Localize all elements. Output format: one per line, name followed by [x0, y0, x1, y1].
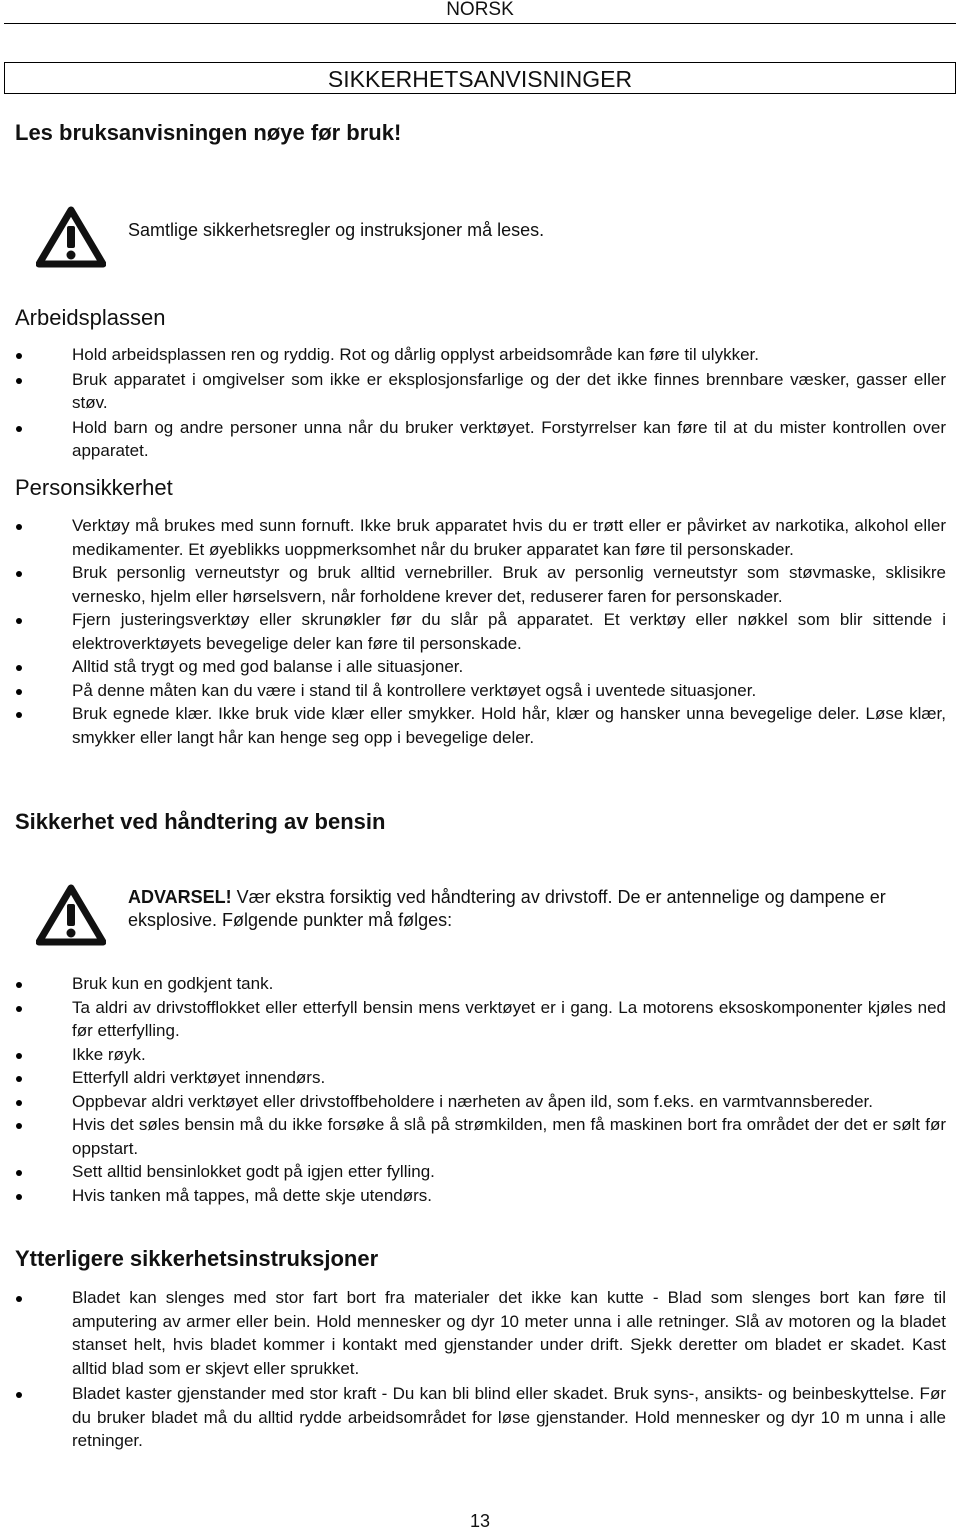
bullet-icon: [16, 982, 22, 988]
bullet-icon: [16, 571, 22, 577]
warning-triangle-icon: [36, 206, 106, 268]
list-item: Bruk egnede klær. Ikke bruk vide klær eller smykker. Hold hår, klær og hansker unna bevegelige deler. Løse klær, smykker eller langt hår kan henge seg opp i bevegelige deler.: [0, 702, 960, 749]
page-title: SIKKERHETSANVISNINGER: [327, 66, 633, 92]
bullet-icon: [16, 378, 22, 384]
list-item: Hold arbeidsplassen ren og ryddig. Rot og dårlig opplyst arbeidsområde kan føre til ulykker.: [0, 343, 960, 367]
arbeidsplassen-list: [0, 343, 960, 463]
list-item: Bruk kun en godkjent tank.: [0, 972, 960, 996]
bullet-icon: [16, 1100, 22, 1106]
list-item: Hvis det søles bensin må du ikke forsøke å slå på strømkilden, men få maskinen bort fra området der det er sølt før oppstart.: [0, 1113, 960, 1160]
bullet-icon: [16, 1296, 22, 1302]
list-item: Sett alltid bensinlokket godt på igjen etter fylling.: [0, 1160, 960, 1184]
list-item: Hvis tanken må tappes, må dette skje utendørs.: [0, 1184, 960, 1208]
section-heading-personsikkerhet: Personsikkerhet: [15, 475, 173, 500]
fuel-warning-text: ADVARSEL! Vær ekstra forsiktig ved håndtering av drivstoff. De er antennelige og dampene er eksplosive. Følgende punkter må følges:: [128, 887, 886, 930]
page-number: 13: [469, 1511, 491, 1531]
bullet-icon: [16, 1170, 22, 1176]
bullet-icon: [16, 353, 22, 359]
bullet-icon: [16, 1123, 22, 1129]
list-item: Fjern justeringsverktøy eller skrunøkler før du slår på apparatet. Et verktøy eller nøkkel som blir sittende i elektroverktøyets bevegelige deler kan føre til personskade.: [0, 608, 960, 655]
list-item: Ta aldri av drivstofflokket eller etterfyll bensin mens verktøyet er i gang. La motorens eksoskomponenter kjøles ned før etterfylling.: [0, 996, 960, 1043]
section-heading-bensin: Sikkerhet ved håndtering av bensin: [15, 809, 386, 834]
bensin-list: [0, 972, 960, 1207]
intro-warning-text: Samtlige sikkerhetsregler og instruksjoner må leses.: [128, 220, 545, 240]
list-item: Alltid stå trygt og med god balanse i alle situasjoner.: [0, 655, 960, 679]
intro-heading: Les bruksanvisningen nøye før bruk!: [15, 120, 402, 145]
section-heading-ytterligere: Ytterligere sikkerhetsinstruksjoner: [15, 1246, 379, 1271]
bullet-icon: [16, 1076, 22, 1082]
bullet-icon: [16, 426, 22, 432]
section-heading-arbeidsplassen: Arbeidsplassen: [15, 305, 166, 330]
bullet-icon: [16, 665, 22, 671]
list-item: Hold barn og andre personer unna når du bruker verktøyet. Forstyrrelser kan føre til at du mister kontrollen over apparatet.: [0, 416, 960, 463]
list-item: Etterfyll aldri verktøyet innendørs.: [0, 1066, 960, 1090]
bullet-icon: [16, 618, 22, 624]
list-item: Bruk personlig verneutstyr og bruk alltid vernebriller. Bruk av personlig verneutstyr som støvmaske, sklisikre vernesko, hjelm eller hørselsvern, når forholdene krever det, reduserer faren for personskader.: [0, 561, 960, 608]
list-item: På denne måten kan du være i stand til å kontrollere verktøyet også i uventede situasjoner.: [0, 679, 960, 703]
bullet-icon: [16, 1006, 22, 1012]
bullet-icon: [16, 1392, 22, 1398]
bullet-icon: [16, 712, 22, 718]
fuel-warning-label: ADVARSEL!: [128, 887, 232, 907]
list-item: Verktøy må brukes med sunn fornuft. Ikke bruk apparatet hvis du er trøtt eller er påvirket av narkotika, alkohol eller medikamenter. Et øyeblikks uoppmerksomhet når du bruker apparatet kan føre til personskader.: [0, 514, 960, 561]
bullet-icon: [16, 1194, 22, 1200]
bullet-icon: [16, 524, 22, 530]
header-rule: [4, 23, 956, 24]
bullet-icon: [16, 1053, 22, 1059]
ytterligere-list: [0, 1286, 960, 1453]
list-item: Bruk apparatet i omgivelser som ikke er eksplosjonsfarlige og der det ikke finnes brennbare væsker, gasser eller støv.: [0, 368, 960, 415]
bullet-icon: [16, 689, 22, 695]
language-label: NORSK: [446, 0, 514, 20]
personsikkerhet-list: [0, 514, 960, 749]
list-item: Oppbevar aldri verktøyet eller drivstoffbeholdere i nærheten av åpen ild, som f.eks. en varmtvannsbereder.: [0, 1090, 960, 1114]
list-item: Bladet kan slenges med stor fart bort fra materialer det ikke kan kutte - Blad som slenges bort kan føre til amputering av armer eller bein. Hold mennesker og dyr 10 meter unna i alle retninger. Slå av motoren og la bladet stanset helt, hvis bladet kommer i kontakt med gjenstander under drift. Sjekk deretter om bladet er skadet. Kast alltid blad som er skjevt eller sprukket.: [0, 1286, 960, 1380]
list-item: Bladet kaster gjenstander med stor kraft - Du kan bli blind eller skadet. Bruk syns-, ansikts- og beinbeskyttelse. Før du bruker bladet må du alltid rydde arbeidsområdet for løse gjenstander. Hold mennesker og dyr 10 m unna i alle retninger.: [0, 1382, 960, 1453]
warning-triangle-icon: [36, 884, 106, 946]
list-item: Ikke røyk.: [0, 1043, 960, 1067]
